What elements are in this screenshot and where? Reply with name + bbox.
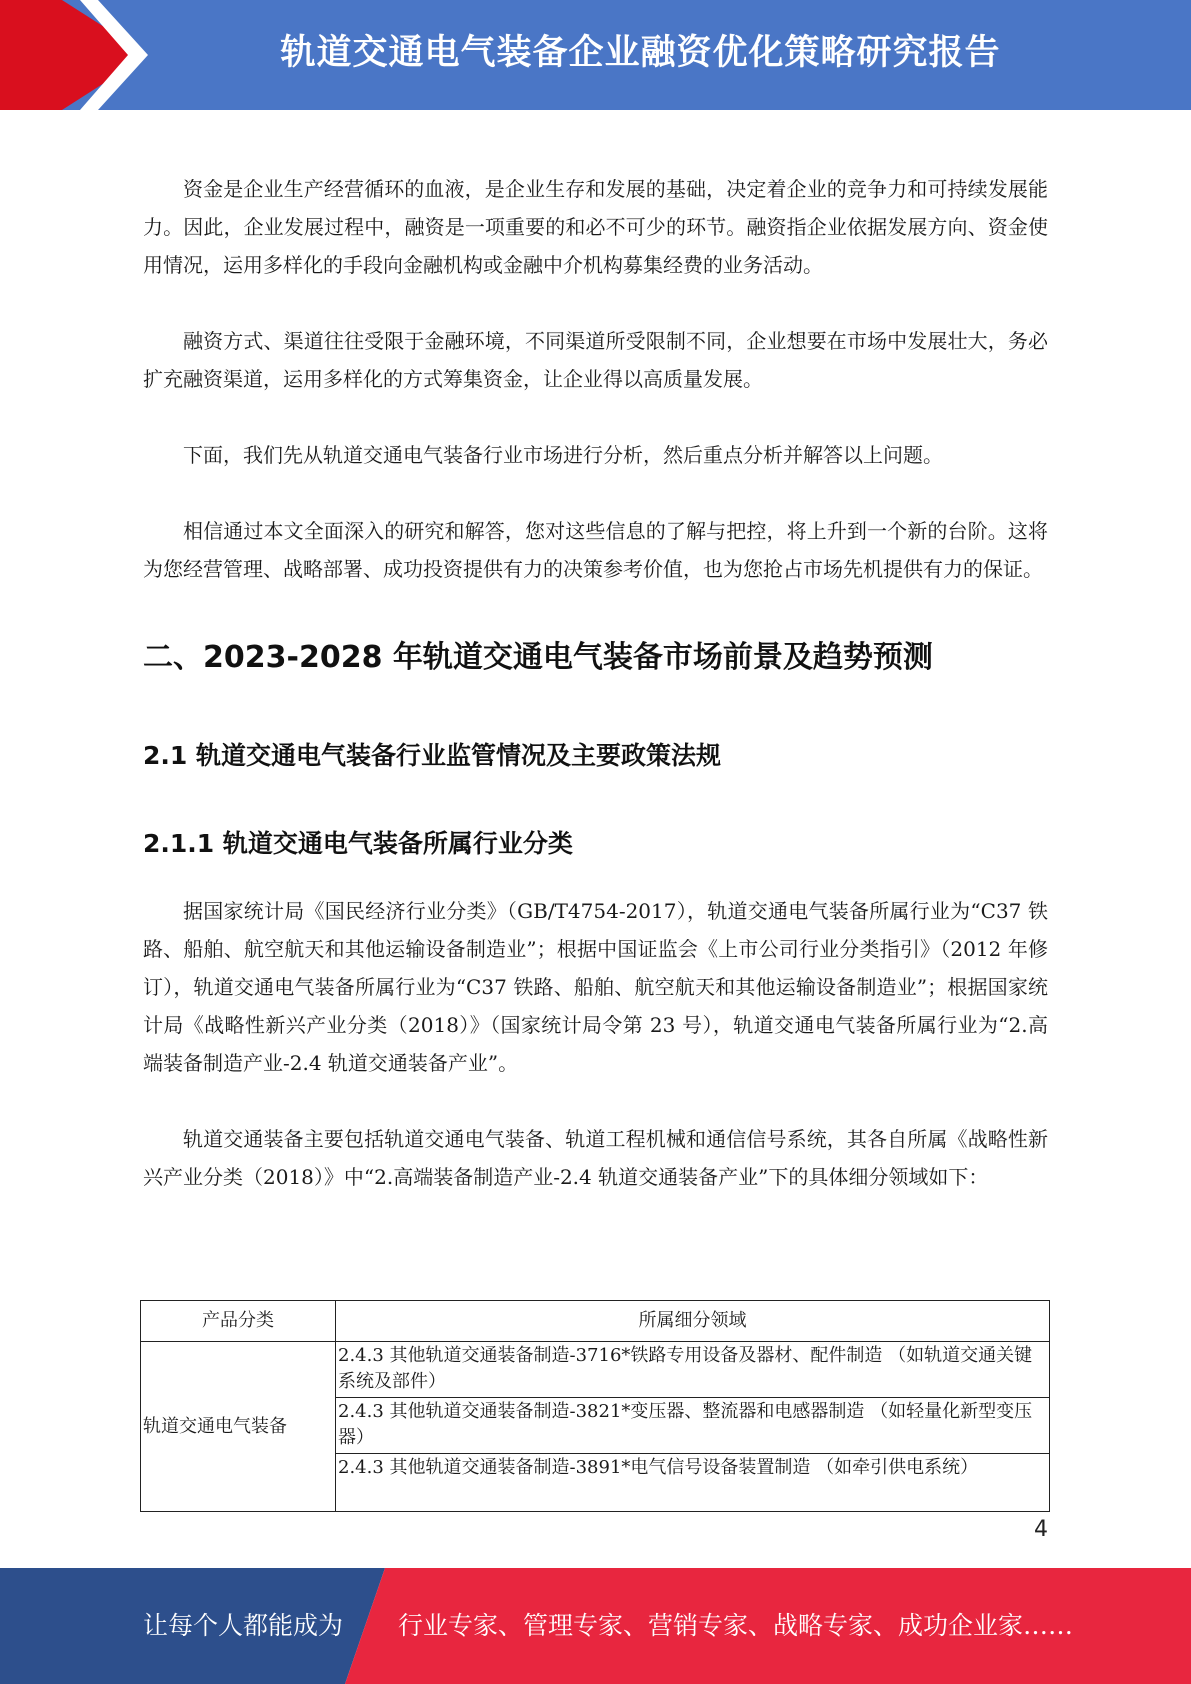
section-heading: 二、2023-2028 年轨道交通电气装备市场前景及趋势预测 xyxy=(143,640,933,675)
page-number: 4 xyxy=(1034,1517,1048,1542)
table-header-category: 产品分类 xyxy=(141,1301,336,1342)
footer-slogan-left: 让每个人都能成为 xyxy=(143,1611,344,1640)
subsection-heading: 2.1 轨道交通电气装备行业监管情况及主要政策法规 xyxy=(143,741,721,770)
footer-slogan-right: 行业专家、管理专家、营销专家、战略专家、成功企业家…… xyxy=(398,1611,1074,1640)
table-cell-category: 轨道交通电气装备 xyxy=(141,1342,336,1512)
table-cell-field: 2.4.3 其他轨道交通装备制造-3821*变压器、整流器和电感器制造 （如轻量化新型变压器） xyxy=(336,1398,1050,1454)
intro-paragraph-1: 资金是企业生产经营循环的血液，是企业生存和发展的基础，决定着企业的竞争力和可持续发展能力。因此，企业发展过程中，融资是一项重要的和必不可少的环节。融资指企业依据发展方向、资金使用情况，运用多样化的手段向金融机构或金融中介机构募集经费的业务活动。 xyxy=(143,177,1048,277)
report-title: 轨道交通电气装备企业融资优化策略研究报告 xyxy=(280,33,1001,73)
page-content xyxy=(143,170,1048,1196)
table-header-field: 所属细分领域 xyxy=(336,1301,1050,1342)
table-cell-field: 2.4.3 其他轨道交通装备制造-3891*电气信号设备装置制造 （如牵引供电系统） xyxy=(336,1454,1050,1512)
table-header-row xyxy=(141,1301,1050,1342)
classification-table xyxy=(140,1300,1050,1512)
body-paragraph-1: 据国家统计局《国民经济行业分类》（GB/T4754-2017），轨道交通电气装备所属行业为“C37 铁路、船舶、航空航天和其他运输设备制造业”；根据中国证监会《上市公司行业分类指引》（2012 年修订），轨道交通电气装备所属行业为“C37 铁路、船舶、航空航天和其他运输设备制造业”；根据国家统计局《战略性新兴产业分类（2018）》（国家统计局令第 23 号），轨道交通电气装备所属行业为“2.高端装备制造产业-2.4 轨道交通装备产业”。 xyxy=(143,899,1048,1075)
table-row xyxy=(141,1342,1050,1398)
subsubsection-heading: 2.1.1 轨道交通电气装备所属行业分类 xyxy=(143,829,573,858)
intro-paragraph-4: 相信通过本文全面深入的研究和解答，您对这些信息的了解与把控，将上升到一个新的台阶。这将为您经营管理、战略部署、成功投资提供有力的决策参考价值，也为您抢占市场先机提供有力的保证。 xyxy=(143,519,1048,581)
page-header xyxy=(0,0,1191,110)
intro-paragraph-2: 融资方式、渠道往往受限于金融环境，不同渠道所受限制不同，企业想要在市场中发展壮大，务必扩充融资渠道，运用多样化的方式筹集资金，让企业得以高质量发展。 xyxy=(143,329,1048,391)
intro-paragraph-3: 下面，我们先从轨道交通电气装备行业市场进行分析，然后重点分析并解答以上问题。 xyxy=(183,443,943,467)
table-cell-field: 2.4.3 其他轨道交通装备制造-3716*铁路专用设备及器材、配件制造 （如轨道交通关键系统及部件） xyxy=(336,1342,1050,1398)
page-footer xyxy=(0,1568,1191,1684)
body-paragraph-2: 轨道交通装备主要包括轨道交通电气装备、轨道工程机械和通信信号系统，其各自所属《战略性新兴产业分类（2018）》中“2.高端装备制造产业-2.4 轨道交通装备产业”下的具体细分领域如下： xyxy=(143,1127,1048,1189)
